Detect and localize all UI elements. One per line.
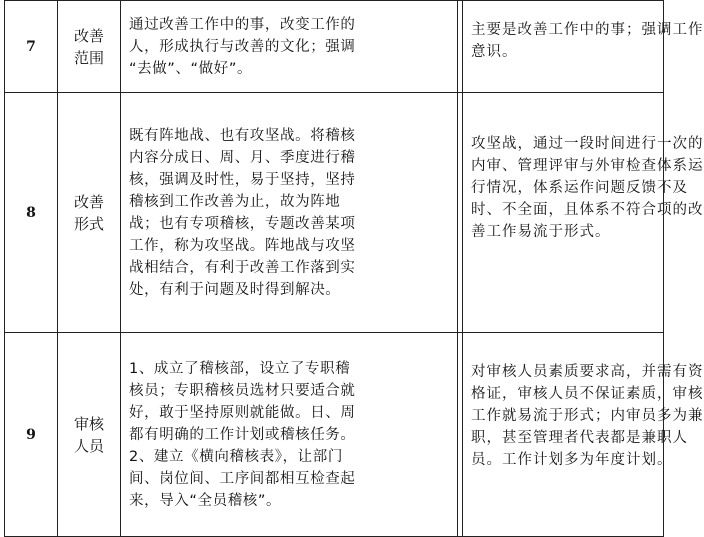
text-line: 内审、管理评审与外审检查体系运 — [471, 158, 704, 174]
text-line: 行情况，体系运作问题反馈不及 — [471, 180, 688, 196]
text-line: 1、成立了稽核部，设立了专职稽 — [129, 360, 351, 377]
text-line: 来，导入“全员稽核”。 — [129, 492, 282, 509]
text-line: 内容分成日、周、月、季度进行稽 — [129, 149, 356, 166]
text-line: 稽核到工作改善为止，故为阵地 — [129, 193, 341, 210]
text-line: “去做”、“做好”。 — [129, 60, 253, 77]
table-row — [5, 93, 664, 333]
table-row — [5, 333, 664, 537]
row-item — [58, 333, 121, 537]
new-method-cell — [121, 333, 458, 537]
table-row — [5, 1, 664, 93]
traditional-method-cell — [463, 93, 704, 333]
text-line: 核，强调及时性，易于坚持，坚持 — [129, 171, 356, 188]
text-line: 核员；专职稽核员选材只要适合就 — [129, 382, 356, 399]
traditional-method-cell — [463, 333, 704, 537]
item-line: 审核 — [73, 414, 104, 433]
text-line: 对审核人员素质要求高，并需有资 — [471, 364, 704, 380]
row-item — [58, 1, 121, 93]
text-line: 职，甚至管理者代表都是兼职人 — [471, 430, 688, 446]
text-line: 处，有利于问题及时得到解决。 — [129, 281, 341, 298]
text-line: 工作，称为攻坚战。阵地战与攻坚 — [129, 237, 356, 254]
comparison-table — [4, 0, 704, 537]
new-method-cell — [121, 1, 458, 93]
text-line: 时、不全面，且体系不符合项的改 — [471, 202, 704, 218]
text-line: 工作就易流于形式；内审员多为兼 — [471, 408, 704, 424]
row-item — [58, 93, 121, 333]
text-line: 员。工作计划多为年度计划。 — [471, 452, 673, 468]
text-line: 人，形成执行与改善的文化；强调 — [129, 38, 356, 55]
text-line: 2、建立《横向稽核表》，让部门 — [129, 448, 343, 465]
item-line: 改善 — [73, 192, 104, 211]
text-line: 战相结合，有利于改善工作落到实 — [129, 259, 356, 276]
text-line: 意识。 — [471, 44, 518, 60]
text-line: 攻坚战，通过一段时间进行一次的 — [471, 136, 704, 152]
item-line: 人员 — [73, 436, 104, 455]
text-line: 通过改善工作中的事，改变工作的 — [129, 16, 356, 33]
new-method-cell — [121, 93, 458, 333]
text-line: 战；也有专项稽核，专题改善某项 — [129, 215, 356, 232]
item-line: 范围 — [73, 48, 104, 67]
text-line: 主要是改善工作中的事；强调工作 — [471, 22, 704, 38]
text-line: 既有阵地战、也有攻坚战。将稽核 — [129, 127, 356, 144]
row-number: 9 — [5, 333, 58, 537]
text-line: 善工作易流于形式。 — [471, 224, 611, 240]
text-line: 好，敢于坚持原则就能做。日、周 — [129, 404, 356, 421]
item-line: 改善 — [73, 26, 104, 45]
traditional-method-cell — [463, 1, 704, 93]
text-line: 间、岗位间、工序间都相互检查起 — [129, 470, 356, 487]
text-line: 都有明确的工作计划或稽核任务。 — [129, 426, 356, 443]
row-number: 7 — [5, 1, 58, 93]
row-number: 8 — [5, 93, 58, 333]
item-line: 形式 — [73, 214, 104, 233]
text-line: 格证，审核人员不保证素质，审核 — [471, 386, 704, 402]
